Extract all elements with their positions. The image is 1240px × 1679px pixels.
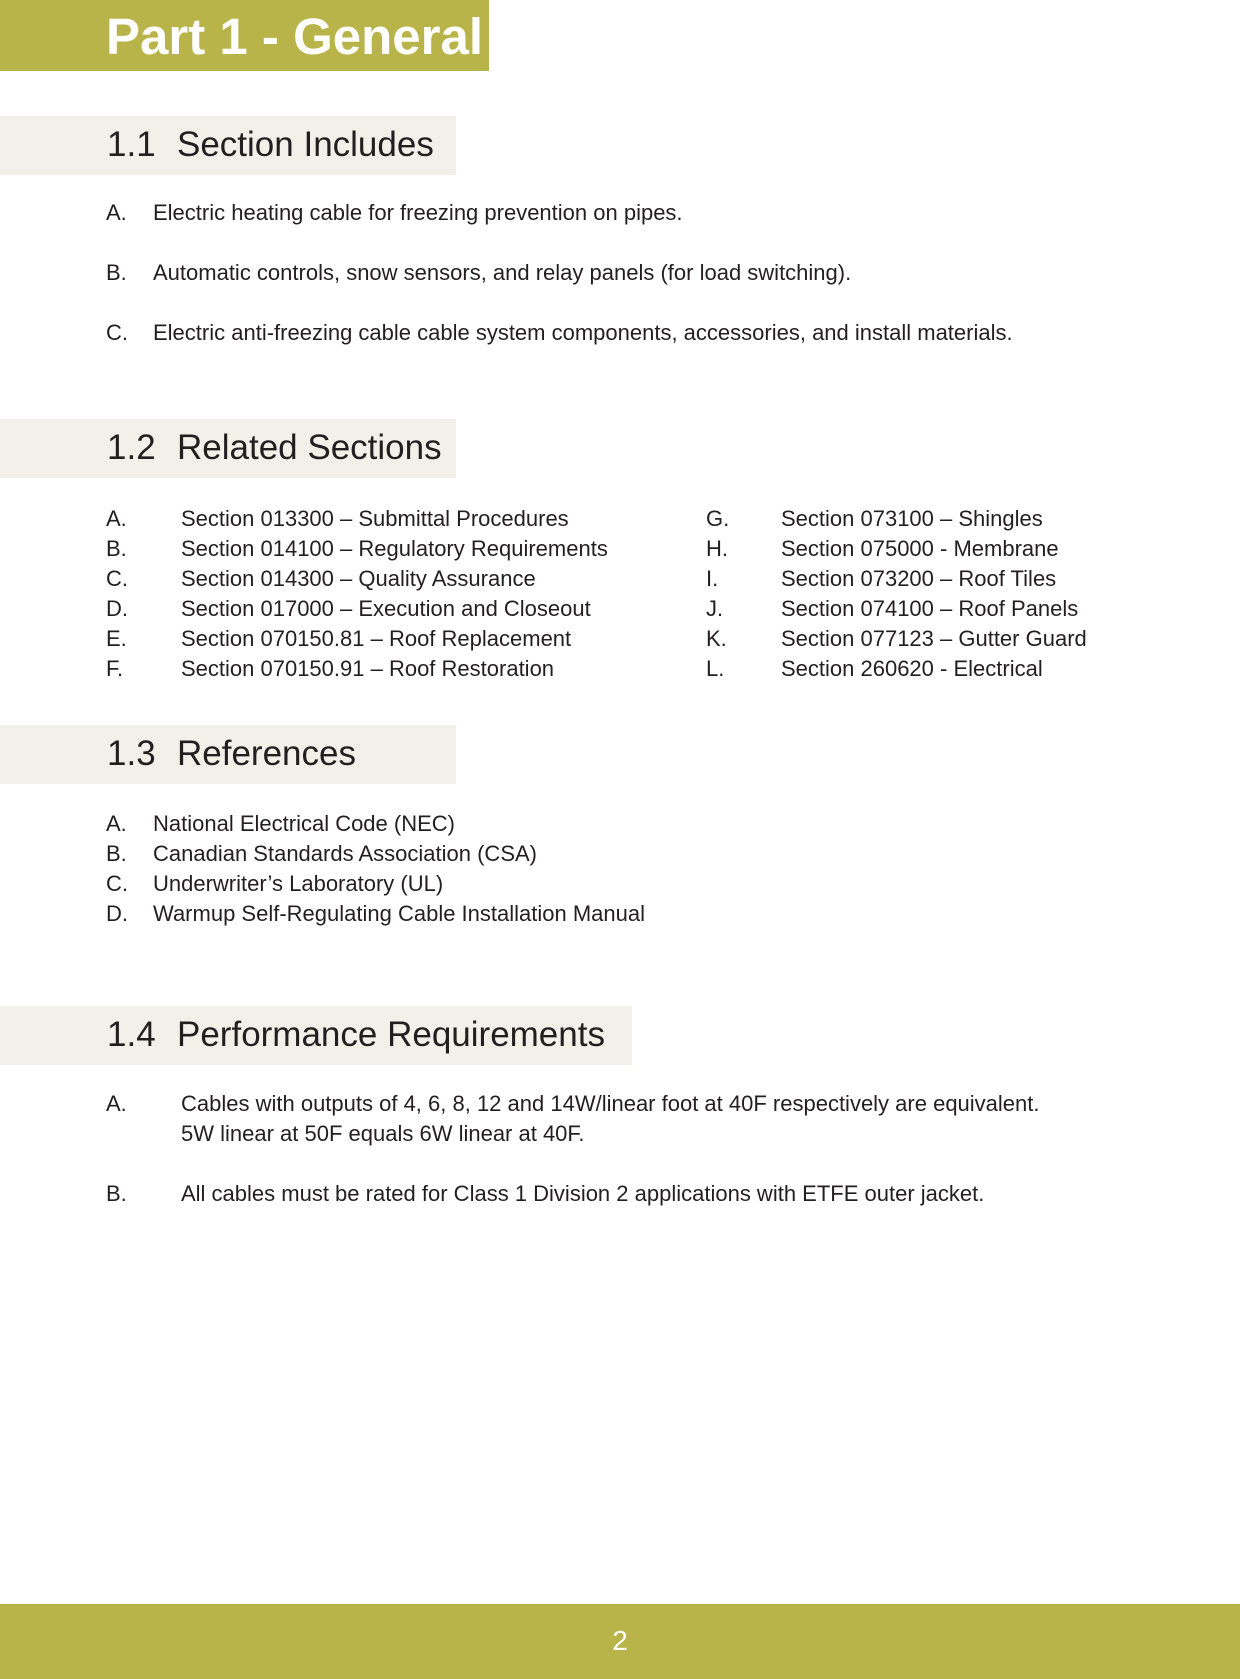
list-letter: G. (706, 506, 730, 531)
reference-item: Canadian Standards Association (CSA) (153, 841, 537, 866)
requirement-text: All cables must be rated for Class 1 Division 2 applications with ETFE outer jacket. (181, 1181, 985, 1206)
list-letter: J. (706, 596, 724, 621)
list-letter: B. (106, 1181, 127, 1206)
section-number: 1.4 (107, 1015, 156, 1054)
page-number: 2 (612, 1625, 628, 1656)
reference-item: National Electrical Code (NEC) (153, 811, 455, 836)
list-letter: A. (106, 506, 127, 531)
reference-item: Underwriter’s Laboratory (UL) (153, 871, 444, 896)
list-letter: L. (706, 656, 725, 681)
list-letter: B. (106, 260, 127, 285)
related-section: Section 070150.81 – Roof Replacement (181, 626, 572, 651)
part-banner (0, 0, 489, 71)
list-letter: A. (106, 811, 127, 836)
list-letter: E. (106, 626, 127, 651)
list-letter: C. (106, 871, 128, 896)
list-item-text: Electric heating cable for freezing prevention on pipes. (153, 200, 683, 225)
related-section: Section 074100 – Roof Panels (781, 596, 1079, 621)
list-letter: D. (106, 596, 128, 621)
part-title: Part 1 - General (106, 8, 483, 65)
related-section: Section 260620 - Electrical (781, 656, 1043, 681)
section-title: References (177, 734, 356, 773)
list-letter: C. (106, 566, 128, 591)
related-section: Section 073100 – Shingles (781, 506, 1043, 531)
related-section: Section 073200 – Roof Tiles (781, 566, 1057, 591)
section-number: 1.3 (107, 734, 156, 773)
related-section: Section 075000 - Membrane (781, 536, 1059, 561)
section-header-1-4 (0, 1006, 632, 1065)
list-letter: F. (106, 656, 124, 681)
list-letter: B. (106, 536, 127, 561)
related-section: Section 077123 – Gutter Guard (781, 626, 1087, 651)
related-section: Section 070150.91 – Roof Restoration (181, 656, 555, 681)
list-letter: D. (106, 901, 128, 926)
requirement-text: Cables with outputs of 4, 6, 8, 12 and 14W/linear foot at 40F respectively are equivalent. (181, 1091, 1040, 1116)
section-header-1-1 (0, 116, 456, 175)
list-letter: I. (706, 566, 719, 591)
section-title: Related Sections (177, 428, 442, 467)
page-footer (0, 1604, 1240, 1679)
list-letter: A. (106, 200, 127, 225)
reference-item: Warmup Self-Regulating Cable Installation Manual (153, 901, 645, 926)
section-title: Section Includes (177, 125, 434, 164)
related-section: Section 017000 – Execution and Closeout (181, 596, 591, 621)
list-letter: C. (106, 320, 128, 345)
list-item-text: Automatic controls, snow sensors, and relay panels (for load switching). (153, 260, 852, 285)
section-header-1-3 (0, 725, 456, 784)
related-section: Section 013300 – Submittal Procedures (181, 506, 569, 531)
list-letter: H. (706, 536, 728, 561)
section-number: 1.2 (107, 428, 156, 467)
list-item-text: Electric anti-freezing cable cable system components, accessories, and install materials. (153, 320, 1013, 345)
requirement-text: 5W linear at 50F equals 6W linear at 40F. (181, 1121, 585, 1146)
list-letter: K. (706, 626, 727, 651)
list-letter: B. (106, 841, 127, 866)
list-letter: A. (106, 1091, 127, 1116)
related-section: Section 014300 – Quality Assurance (181, 566, 536, 591)
section-header-1-2 (0, 419, 456, 478)
related-section: Section 014100 – Regulatory Requirements (181, 536, 608, 561)
section-number: 1.1 (107, 125, 156, 164)
section-title: Performance Requirements (177, 1015, 605, 1054)
